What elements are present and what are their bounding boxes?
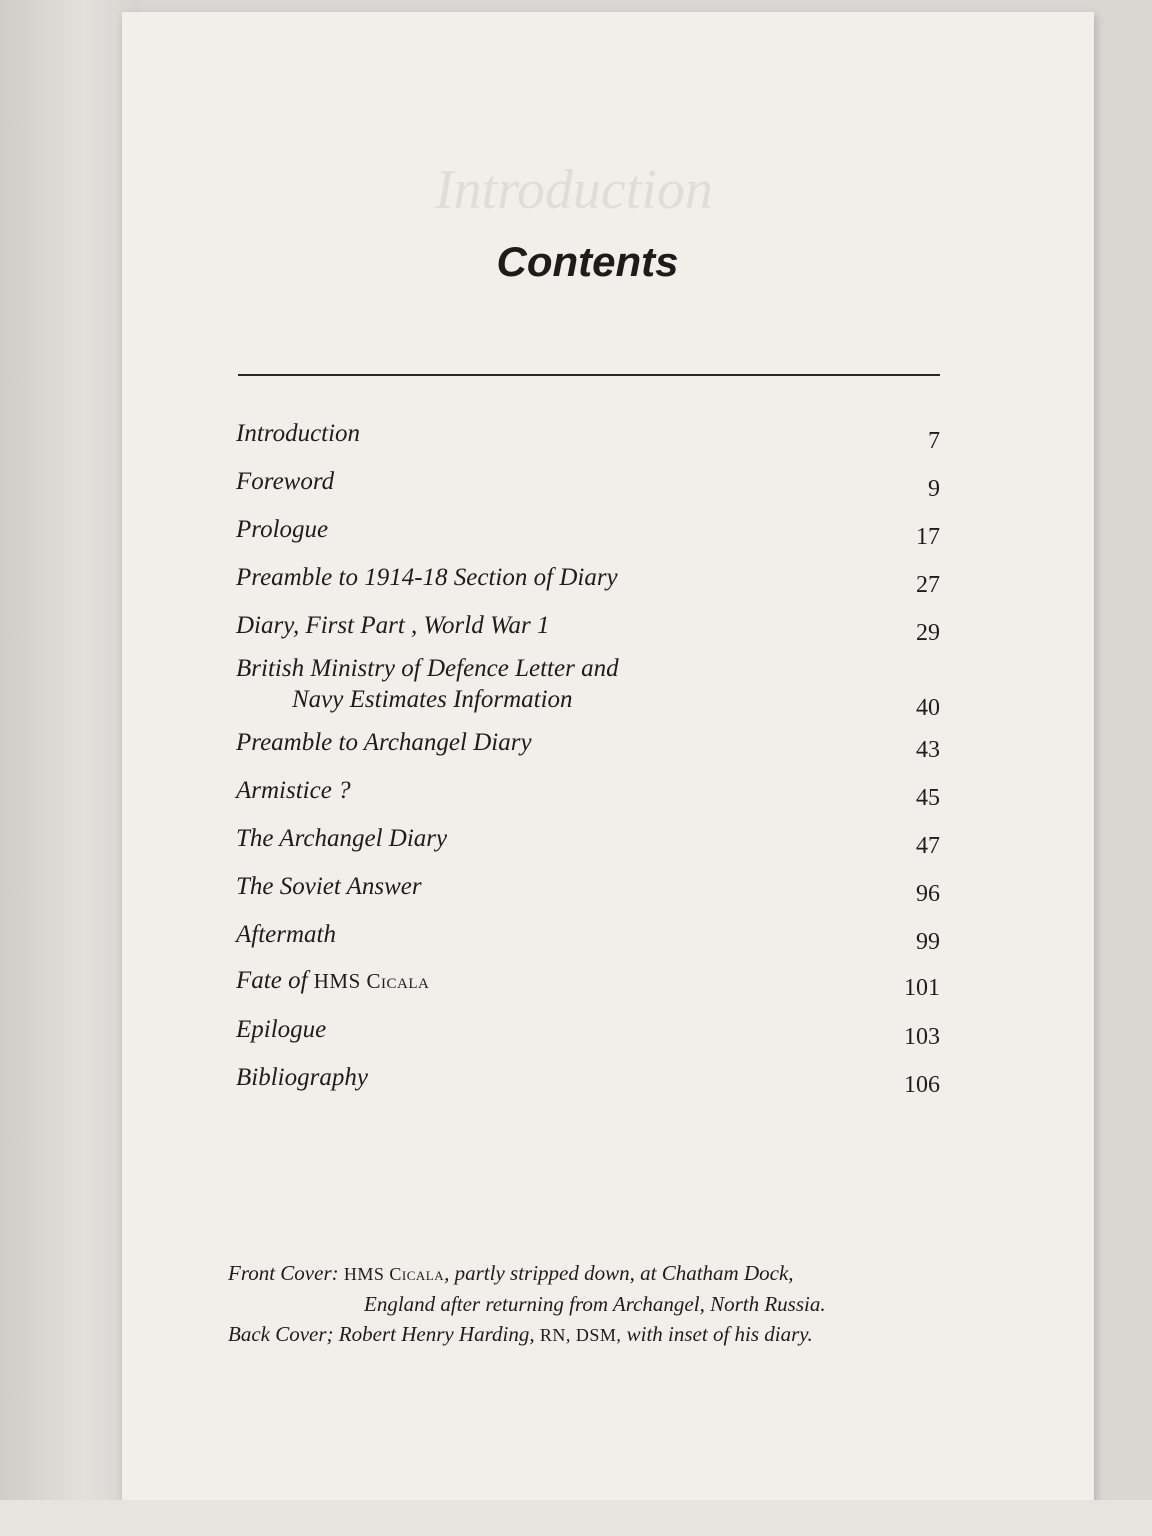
- toc-entry-title: The Soviet Answer: [236, 873, 422, 900]
- front-cover-caption: [228, 1258, 928, 1289]
- toc-entry-title-line1: British Ministry of Defence Letter and: [236, 655, 619, 682]
- table-surface: [0, 1500, 1152, 1536]
- facing-page-edge: [0, 0, 140, 1536]
- toc-entry-page: 45: [916, 785, 940, 811]
- toc-entry-page: 47: [916, 833, 940, 859]
- front-cover-text-2: England after returning from Archangel, North Russia.: [364, 1292, 826, 1316]
- toc-entry-page: 9: [928, 476, 940, 502]
- toc-entry-epilogue: [236, 1014, 940, 1050]
- toc-entry-title: Bibliography: [236, 1064, 368, 1091]
- front-cover-caption-line2: [228, 1289, 928, 1319]
- toc-entry-fate-of-cicala: [236, 965, 940, 1001]
- table-of-contents: [236, 418, 940, 1098]
- toc-entry-page: 103: [904, 1024, 940, 1050]
- page-title: Contents: [496, 238, 679, 285]
- toc-entry-preamble-archangel: [236, 727, 940, 763]
- back-cover-caption: [228, 1319, 928, 1350]
- toc-entry-page: 43: [916, 737, 940, 763]
- toc-entry-ministry-letter: [236, 653, 940, 721]
- toc-entry-page: 99: [916, 929, 940, 955]
- toc-entry-foreword: [236, 466, 940, 502]
- toc-entry-title-prefix: Fate of: [236, 967, 308, 994]
- toc-entry-title: Aftermath: [236, 921, 336, 948]
- toc-entry-title: Diary, First Part , World War 1: [236, 612, 550, 639]
- toc-entry-title: Foreword: [236, 468, 335, 495]
- toc-entry-title: Armistice ?: [236, 777, 351, 804]
- toc-entry-page: 29: [916, 620, 940, 646]
- toc-entry-title: Introduction: [236, 420, 361, 447]
- back-cover-text: with inset of his diary.: [626, 1322, 813, 1346]
- back-cover-honours: RN, DSM,: [539, 1325, 622, 1345]
- toc-entry-title: The Archangel Diary: [236, 825, 448, 852]
- toc-entry-page: 27: [916, 572, 940, 598]
- bleed-through-heading: Introduction: [435, 159, 713, 221]
- toc-entry-prologue: [236, 514, 940, 550]
- toc-entry-archangel-diary: [236, 823, 940, 859]
- cover-captions: [228, 1258, 928, 1350]
- toc-entry-title: Preamble to 1914-18 Section of Diary: [236, 564, 618, 591]
- back-cover-name: Robert Henry Harding,: [338, 1322, 535, 1346]
- toc-entry-page: 101: [904, 975, 940, 1001]
- toc-entry-title: Prologue: [236, 516, 329, 543]
- toc-entry-page: 7: [928, 428, 940, 454]
- toc-entry-page: 106: [904, 1072, 940, 1098]
- toc-entry-page: 96: [916, 881, 940, 907]
- toc-entry-page: 40: [916, 695, 940, 721]
- toc-entry-title-line2: Navy Estimates Information: [292, 686, 573, 713]
- toc-entry-ship-name: HMS Cicala: [313, 969, 430, 993]
- toc-entry-aftermath: [236, 919, 940, 955]
- title-rule: [238, 374, 940, 376]
- back-cover-label: Back Cover;: [228, 1322, 334, 1346]
- toc-entry-title: Epilogue: [236, 1016, 327, 1043]
- toc-entry-page: 17: [916, 524, 940, 550]
- toc-entry-armistice: [236, 775, 940, 811]
- toc-entry-introduction: [236, 418, 940, 454]
- front-cover-label: Front Cover:: [228, 1261, 339, 1285]
- toc-entry-diary-first-part: [236, 610, 940, 646]
- toc-entry-title: Preamble to Archangel Diary: [236, 729, 532, 756]
- front-cover-ship: HMS Cicala: [343, 1264, 445, 1284]
- front-cover-text-1: , partly stripped down, at Chatham Dock,: [444, 1261, 794, 1285]
- toc-entry-preamble-1914: [236, 562, 940, 598]
- toc-entry-soviet-answer: [236, 871, 940, 907]
- toc-entry-bibliography: [236, 1062, 940, 1098]
